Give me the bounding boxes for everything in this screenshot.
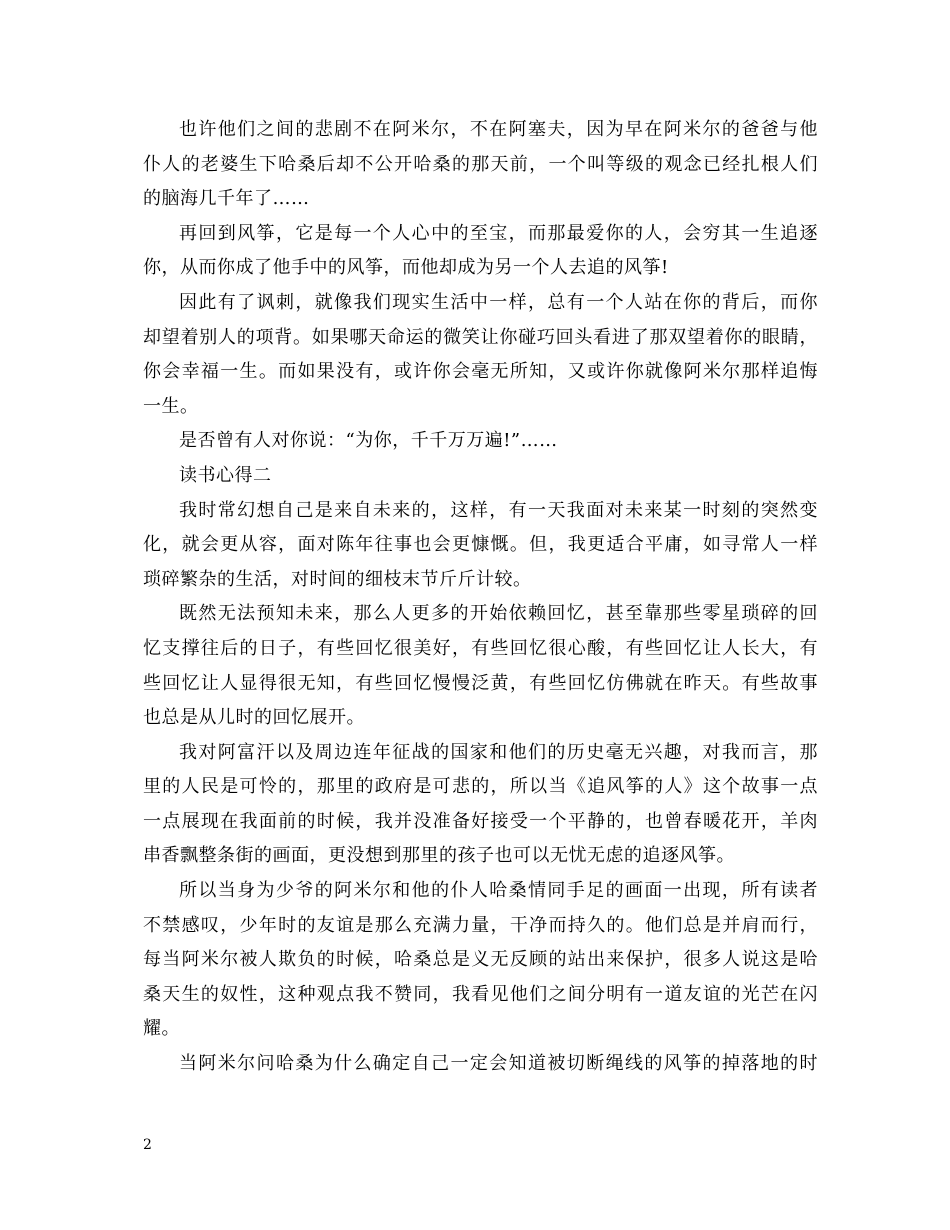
- text-line: 不禁感叹，少年时的友谊是那么充满力量，干净而持久的。他们总是并肩而行，: [143, 914, 818, 936]
- text-line: 里的人民是可怜的，那里的政府是可悲的，所以当《追风筝的人》这个故事一点: [143, 776, 818, 798]
- text-line: 的脑海几千年了……: [143, 188, 310, 210]
- text-line: 你，从而你成了他手中的风筝，而他却成为另一个人去追的风筝!: [143, 257, 669, 279]
- text-line: 也总是从儿时的回忆展开。: [143, 707, 365, 729]
- page-number: 2: [143, 1137, 152, 1153]
- text-line: 些回忆让人显得很无知，有些回忆慢慢泛黄，有些回忆仿佛就在昨天。有些故事: [143, 672, 818, 694]
- text-line: 是否曾有人对你说：“为你，千千万万遍!”……: [179, 430, 558, 452]
- text-line: 也许他们之间的悲剧不在阿米尔，不在阿塞夫，因为早在阿米尔的爸爸与他: [179, 119, 818, 140]
- text-line: 忆支撑往后的日子，有些回忆很美好，有些回忆很心酸，有些回忆让人长大，有: [143, 637, 818, 659]
- text-line: 串香飘整条街的画面，更没想到那里的孩子也可以无忧无虑的追逐风筝。: [143, 845, 735, 867]
- text-line: 却望着别人的项背。如果哪天命运的微笑让你碰巧回头看进了那双望着你的眼睛，: [143, 326, 818, 348]
- text-line: 桑天生的奴性，这种观点我不赞同，我看见他们之间分明有一道友谊的光芒在闪: [143, 983, 818, 1005]
- text-line: 耀。: [143, 1018, 180, 1040]
- text-line: 因此有了讽刺，就像我们现实生活中一样，总有一个人站在你的背后，而你: [179, 291, 818, 313]
- text-line: 读书心得二: [179, 464, 272, 486]
- document-body: [143, 113, 818, 1082]
- text-line: 仆人的老婆生下哈桑后却不公开哈桑的那天前，一个叫等级的观念已经扎根人们: [143, 153, 818, 175]
- text-line: 你会幸福一生。而如果没有，或许你会毫无所知，又或许你就像阿米尔那样追悔: [143, 361, 818, 383]
- text-line: 既然无法预知未来，那么人更多的开始依赖回忆，甚至靠那些零星琐碎的回: [179, 603, 818, 625]
- text-line: 琐碎繁杂的生活，对时间的细枝末节斤斤计较。: [143, 568, 532, 590]
- text-line: 所以当身为少爷的阿米尔和他的仆人哈桑情同手足的画面一出现，所有读者: [179, 880, 818, 902]
- text-line: 每当阿米尔被人欺负的时候，哈桑总是义无反顾的站出来保护，很多人说这是哈: [143, 949, 818, 971]
- text-line: 一点展现在我面前的时候，我并没准备好接受一个平静的，也曾春暖花开，羊肉: [143, 810, 818, 832]
- text-line: 我对阿富汗以及周边连年征战的国家和他们的历史毫无兴趣，对我而言，那: [179, 741, 818, 763]
- text-line: 一生。: [143, 395, 199, 417]
- text-line: 化，就会更从容，面对陈年往事也会更慷慨。但，我更适合平庸，如寻常人一样: [143, 534, 818, 556]
- text-line: 当阿米尔问哈桑为什么确定自己一定会知道被切断绳线的风筝的掉落地的时: [179, 1053, 818, 1075]
- text-line: 我时常幻想自己是来自未来的，这样，有一天我面对未来某一时刻的突然变: [179, 499, 818, 521]
- text-line: 再回到风筝，它是每一个人心中的至宝，而那最爱你的人，会穷其一生追逐: [179, 222, 818, 244]
